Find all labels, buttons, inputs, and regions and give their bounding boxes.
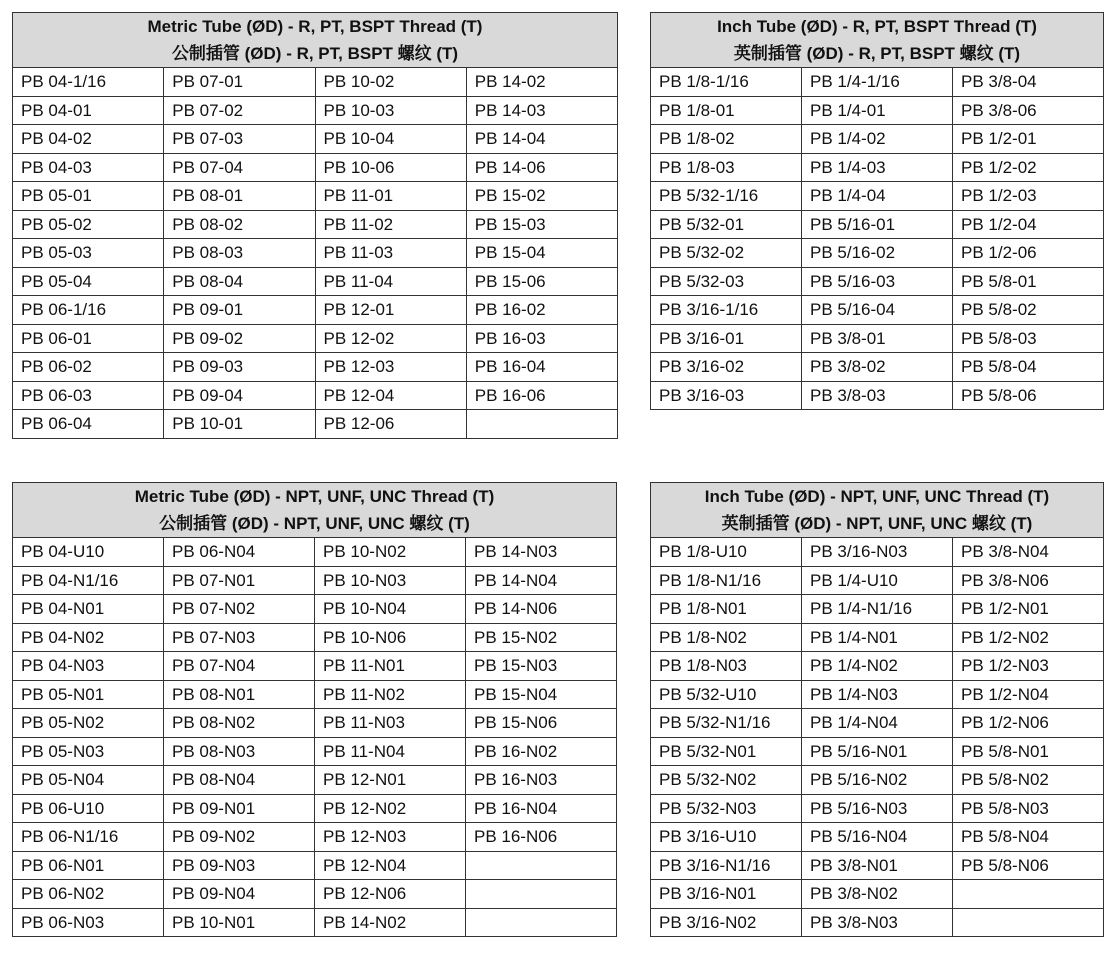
table-cell: PB 12-N01 [315, 766, 466, 795]
table-cell: PB 10-N01 [164, 908, 315, 937]
table-cell: PB 1/2-04 [953, 210, 1104, 239]
table-cell: PB 3/16-N1/16 [651, 851, 802, 880]
table-cell: PB 09-N01 [164, 794, 315, 823]
table-cell: PB 1/2-N06 [953, 709, 1104, 738]
inch-npt-unf-unc-table [650, 482, 1104, 937]
table-cell: PB 3/16-U10 [651, 823, 802, 852]
table-cell: PB 3/8-02 [802, 353, 953, 382]
table-cell: PB 1/2-06 [953, 239, 1104, 268]
table-row [651, 880, 1104, 909]
metric-rpt-bspt-table [12, 12, 618, 439]
table-cell: PB 1/4-1/16 [802, 68, 953, 97]
table-row [651, 125, 1104, 154]
table-cell: PB 14-03 [466, 96, 617, 125]
table-cell: PB 1/8-U10 [651, 538, 802, 567]
table-title-en: Inch Tube (ØD) - R, PT, BSPT Thread (T) [717, 17, 1037, 36]
table-row [651, 182, 1104, 211]
table-row [13, 538, 617, 567]
table-cell: PB 10-03 [315, 96, 466, 125]
table-cell: PB 07-N01 [164, 566, 315, 595]
table-row [651, 210, 1104, 239]
table-cell: PB 1/2-N04 [953, 680, 1104, 709]
table-row [13, 652, 617, 681]
table-cell: PB 1/4-03 [802, 153, 953, 182]
table-cell: PB 04-N1/16 [13, 566, 164, 595]
table-cell: PB 08-N01 [164, 680, 315, 709]
table-cell: PB 5/8-06 [953, 381, 1104, 410]
table-cell: PB 5/16-N01 [802, 737, 953, 766]
table-cell: PB 04-U10 [13, 538, 164, 567]
table-cell: PB 12-02 [315, 324, 466, 353]
table-cell: PB 08-03 [164, 239, 315, 268]
table-cell: PB 5/16-N02 [802, 766, 953, 795]
table-cell: PB 12-N02 [315, 794, 466, 823]
table-cell: PB 10-04 [315, 125, 466, 154]
table-title-en: Inch Tube (ØD) - NPT, UNF, UNC Thread (T) [704, 487, 1050, 506]
table-cell: PB 06-04 [13, 410, 164, 439]
table-cell: PB 06-N02 [13, 880, 164, 909]
table-cell: PB 04-02 [13, 125, 164, 154]
table-cell: PB 07-N04 [164, 652, 315, 681]
table-cell: PB 1/8-01 [651, 96, 802, 125]
table-row [651, 737, 1104, 766]
table-cell: PB 1/2-N02 [953, 623, 1104, 652]
table-cell: PB 3/16-01 [651, 324, 802, 353]
table-cell: PB 5/8-N04 [953, 823, 1104, 852]
table-cell: PB 16-N02 [466, 737, 617, 766]
table-cell: PB 5/8-N01 [953, 737, 1104, 766]
table-cell: PB 1/4-N04 [802, 709, 953, 738]
table-cell: PB 5/32-01 [651, 210, 802, 239]
table-cell: PB 5/32-U10 [651, 680, 802, 709]
table-cell: PB 3/8-N04 [953, 538, 1104, 567]
table-cell: PB 11-N02 [315, 680, 466, 709]
table-row [13, 210, 618, 239]
table-cell: PB 5/32-02 [651, 239, 802, 268]
table-cell: PB 16-N03 [466, 766, 617, 795]
table-cell: PB 07-N02 [164, 595, 315, 624]
table-cell: PB 1/4-N1/16 [802, 595, 953, 624]
table-row [651, 353, 1104, 382]
table-cell: PB 16-N04 [466, 794, 617, 823]
table-cell: PB 5/16-01 [802, 210, 953, 239]
table-cell: PB 5/16-N04 [802, 823, 953, 852]
table-row [651, 823, 1104, 852]
table-cell: PB 11-N03 [315, 709, 466, 738]
table-row [13, 794, 617, 823]
table-cell: PB 16-03 [466, 324, 617, 353]
table-cell: PB 08-01 [164, 182, 315, 211]
table-row [13, 324, 618, 353]
table-row [13, 823, 617, 852]
table-cell: PB 12-N06 [315, 880, 466, 909]
table-row [13, 239, 618, 268]
table-cell: PB 09-N03 [164, 851, 315, 880]
table-cell: PB 1/4-01 [802, 96, 953, 125]
table-row [651, 623, 1104, 652]
table-cell: PB 5/8-01 [953, 267, 1104, 296]
table-cell: PB 15-06 [466, 267, 617, 296]
table-cell: PB 06-N04 [164, 538, 315, 567]
table-cell: PB 1/8-N02 [651, 623, 802, 652]
table-cell: PB 16-N06 [466, 823, 617, 852]
table-cell: PB 06-N01 [13, 851, 164, 880]
table-cell: PB 3/8-N02 [802, 880, 953, 909]
table-row [651, 96, 1104, 125]
table-cell [466, 410, 617, 439]
table-cell: PB 05-N03 [13, 737, 164, 766]
table-cell: PB 10-N04 [315, 595, 466, 624]
table-cell: PB 09-01 [164, 296, 315, 325]
table-cell: PB 05-04 [13, 267, 164, 296]
table-cell: PB 06-03 [13, 381, 164, 410]
table-cell: PB 12-06 [315, 410, 466, 439]
table-cell: PB 1/8-N03 [651, 652, 802, 681]
table-cell: PB 11-N04 [315, 737, 466, 766]
table-row [651, 267, 1104, 296]
table-cell: PB 12-01 [315, 296, 466, 325]
table-cell: PB 04-N01 [13, 595, 164, 624]
table-cell: PB 15-N06 [466, 709, 617, 738]
table-row [13, 296, 618, 325]
table-header [651, 483, 1104, 538]
table-cell: PB 11-N01 [315, 652, 466, 681]
table-cell: PB 1/8-1/16 [651, 68, 802, 97]
table-title-cn: 英制插管 (ØD) - R, PT, BSPT 螺纹 (T) [733, 44, 1021, 63]
table-cell: PB 5/32-1/16 [651, 182, 802, 211]
table-cell: PB 5/32-N1/16 [651, 709, 802, 738]
table-cell: PB 15-02 [466, 182, 617, 211]
table-cell [466, 851, 617, 880]
table-cell: PB 07-03 [164, 125, 315, 154]
table-cell: PB 16-04 [466, 353, 617, 382]
table-row [651, 680, 1104, 709]
table-cell: PB 14-N02 [315, 908, 466, 937]
table-cell [953, 880, 1104, 909]
table-cell: PB 11-03 [315, 239, 466, 268]
table-cell: PB 11-04 [315, 267, 466, 296]
inch-rpt-bspt-table [650, 12, 1104, 410]
table-cell: PB 5/8-03 [953, 324, 1104, 353]
table-title-cn: 公制插管 (ØD) - R, PT, BSPT 螺纹 (T) [171, 44, 459, 63]
table-cell: PB 1/2-02 [953, 153, 1104, 182]
table-cell: PB 05-02 [13, 210, 164, 239]
table-cell: PB 09-03 [164, 353, 315, 382]
table-cell: PB 3/16-03 [651, 381, 802, 410]
table-cell: PB 5/16-04 [802, 296, 953, 325]
table-cell: PB 10-02 [315, 68, 466, 97]
table-cell: PB 14-N06 [466, 595, 617, 624]
table-row [13, 153, 618, 182]
table-cell: PB 07-02 [164, 96, 315, 125]
table-cell: PB 3/16-N03 [802, 538, 953, 567]
table-row [651, 239, 1104, 268]
table-cell: PB 04-N02 [13, 623, 164, 652]
table-cell [466, 880, 617, 909]
table-row [651, 595, 1104, 624]
table-cell: PB 15-04 [466, 239, 617, 268]
table-cell: PB 1/4-N02 [802, 652, 953, 681]
table-header [13, 483, 617, 538]
table-cell: PB 1/4-U10 [802, 566, 953, 595]
table-cell: PB 05-03 [13, 239, 164, 268]
table-title-en: Metric Tube (ØD) - NPT, UNF, UNC Thread (T) [134, 487, 495, 506]
table-cell: PB 06-N03 [13, 908, 164, 937]
table-cell: PB 5/8-N03 [953, 794, 1104, 823]
table-row [13, 908, 617, 937]
table-cell: PB 12-N03 [315, 823, 466, 852]
table-row [13, 125, 618, 154]
table-cell: PB 1/4-N03 [802, 680, 953, 709]
table-cell: PB 06-N1/16 [13, 823, 164, 852]
table-cell: PB 3/8-01 [802, 324, 953, 353]
table-row [13, 851, 617, 880]
table-row [13, 623, 617, 652]
table-cell: PB 5/16-N03 [802, 794, 953, 823]
table-cell: PB 1/4-04 [802, 182, 953, 211]
table-cell: PB 09-04 [164, 381, 315, 410]
table-row [13, 68, 618, 97]
table-cell: PB 16-06 [466, 381, 617, 410]
table-header [13, 13, 618, 68]
table-row [13, 353, 618, 382]
table-cell: PB 08-N04 [164, 766, 315, 795]
table-cell: PB 5/8-04 [953, 353, 1104, 382]
table-cell: PB 1/2-N01 [953, 595, 1104, 624]
table-cell: PB 05-01 [13, 182, 164, 211]
table-row [651, 324, 1104, 353]
table-cell [953, 908, 1104, 937]
table-cell: PB 11-02 [315, 210, 466, 239]
table-cell: PB 05-N02 [13, 709, 164, 738]
table-cell: PB 15-N04 [466, 680, 617, 709]
table-cell: PB 5/16-03 [802, 267, 953, 296]
table-cell: PB 1/8-N1/16 [651, 566, 802, 595]
table-header [651, 13, 1104, 68]
table-cell: PB 08-04 [164, 267, 315, 296]
table-cell [466, 908, 617, 937]
table-row [651, 851, 1104, 880]
table-cell: PB 3/8-N01 [802, 851, 953, 880]
table-row [13, 709, 617, 738]
table-cell: PB 5/8-02 [953, 296, 1104, 325]
table-cell: PB 15-N03 [466, 652, 617, 681]
table-cell: PB 16-02 [466, 296, 617, 325]
table-cell: PB 10-06 [315, 153, 466, 182]
metric-npt-unf-unc-table [12, 482, 617, 937]
table-cell: PB 3/16-1/16 [651, 296, 802, 325]
table-cell: PB 12-N04 [315, 851, 466, 880]
table-cell: PB 3/8-04 [953, 68, 1104, 97]
table-row [651, 381, 1104, 410]
table-row [651, 153, 1104, 182]
table-row [13, 182, 618, 211]
table-row [13, 766, 617, 795]
table-cell: PB 09-N02 [164, 823, 315, 852]
table-row [651, 709, 1104, 738]
table-cell: PB 05-N04 [13, 766, 164, 795]
table-cell: PB 04-01 [13, 96, 164, 125]
table-cell: PB 5/32-N02 [651, 766, 802, 795]
table-cell: PB 3/16-N02 [651, 908, 802, 937]
table-cell: PB 10-N03 [315, 566, 466, 595]
table-cell: PB 14-04 [466, 125, 617, 154]
table-row [13, 680, 617, 709]
table-cell: PB 08-N02 [164, 709, 315, 738]
table-title-en: Metric Tube (ØD) - R, PT, BSPT Thread (T) [147, 17, 483, 36]
table-row [651, 68, 1104, 97]
table-cell: PB 10-01 [164, 410, 315, 439]
table-cell: PB 14-06 [466, 153, 617, 182]
table-cell: PB 06-1/16 [13, 296, 164, 325]
table-cell: PB 1/4-N01 [802, 623, 953, 652]
table-cell: PB 11-01 [315, 182, 466, 211]
table-cell: PB 04-1/16 [13, 68, 164, 97]
table-row [13, 880, 617, 909]
table-row [651, 566, 1104, 595]
table-cell: PB 05-N01 [13, 680, 164, 709]
table-cell: PB 12-03 [315, 353, 466, 382]
table-cell: PB 3/8-03 [802, 381, 953, 410]
table-cell: PB 06-01 [13, 324, 164, 353]
table-cell: PB 04-N03 [13, 652, 164, 681]
table-row [13, 737, 617, 766]
table-row [651, 794, 1104, 823]
table-cell: PB 06-02 [13, 353, 164, 382]
table-cell: PB 3/16-02 [651, 353, 802, 382]
table-row [13, 96, 618, 125]
table-cell: PB 3/8-N03 [802, 908, 953, 937]
table-cell: PB 1/8-N01 [651, 595, 802, 624]
table-cell: PB 1/2-N03 [953, 652, 1104, 681]
table-cell: PB 15-03 [466, 210, 617, 239]
table-row [13, 267, 618, 296]
table-cell: PB 07-01 [164, 68, 315, 97]
table-cell: PB 5/32-N01 [651, 737, 802, 766]
table-cell: PB 1/2-03 [953, 182, 1104, 211]
table-cell: PB 10-N06 [315, 623, 466, 652]
table-cell: PB 09-02 [164, 324, 315, 353]
table-cell: PB 14-N03 [466, 538, 617, 567]
table-cell: PB 5/8-N02 [953, 766, 1104, 795]
table-cell: PB 1/8-03 [651, 153, 802, 182]
table-title-cn: 英制插管 (ØD) - NPT, UNF, UNC 螺纹 (T) [721, 514, 1033, 533]
table-row [651, 296, 1104, 325]
table-row [651, 766, 1104, 795]
table-cell: PB 09-N04 [164, 880, 315, 909]
table-cell: PB 3/16-N01 [651, 880, 802, 909]
table-row [651, 538, 1104, 567]
table-cell: PB 04-03 [13, 153, 164, 182]
table-cell: PB 3/8-06 [953, 96, 1104, 125]
table-cell: PB 07-04 [164, 153, 315, 182]
table-cell: PB 06-U10 [13, 794, 164, 823]
table-cell: PB 12-04 [315, 381, 466, 410]
table-cell: PB 5/32-N03 [651, 794, 802, 823]
table-row [13, 410, 618, 439]
table-cell: PB 14-02 [466, 68, 617, 97]
table-cell: PB 5/8-N06 [953, 851, 1104, 880]
table-row [651, 908, 1104, 937]
table-row [13, 595, 617, 624]
table-cell: PB 1/2-01 [953, 125, 1104, 154]
table-cell: PB 07-N03 [164, 623, 315, 652]
table-row [13, 566, 617, 595]
table-cell: PB 14-N04 [466, 566, 617, 595]
table-cell: PB 08-02 [164, 210, 315, 239]
table-cell: PB 1/4-02 [802, 125, 953, 154]
table-cell: PB 5/32-03 [651, 267, 802, 296]
table-title-cn: 公制插管 (ØD) - NPT, UNF, UNC 螺纹 (T) [159, 514, 470, 533]
table-cell: PB 3/8-N06 [953, 566, 1104, 595]
table-cell: PB 1/8-02 [651, 125, 802, 154]
table-cell: PB 5/16-02 [802, 239, 953, 268]
table-cell: PB 10-N02 [315, 538, 466, 567]
table-row [651, 652, 1104, 681]
table-cell: PB 15-N02 [466, 623, 617, 652]
table-cell: PB 08-N03 [164, 737, 315, 766]
table-row [13, 381, 618, 410]
